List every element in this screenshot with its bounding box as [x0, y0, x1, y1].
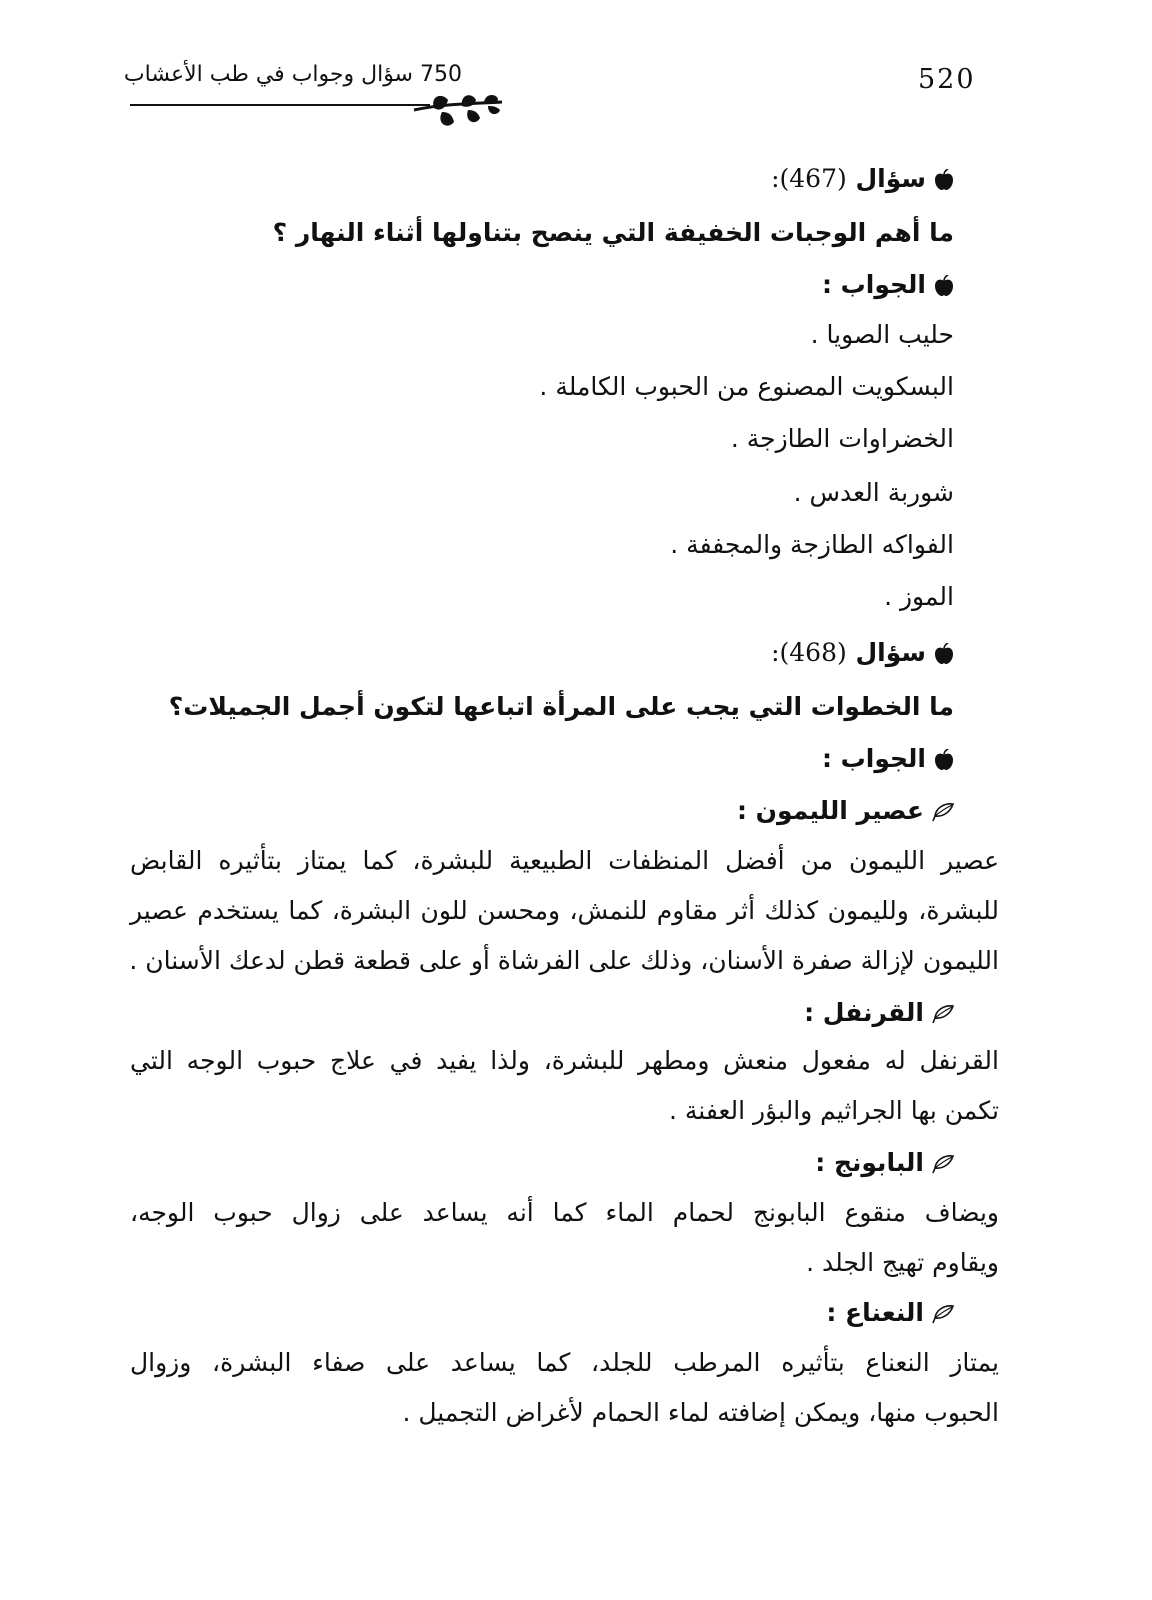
question-label: سؤال — [855, 164, 926, 193]
paragraph-line: للبشرة، ولليمون كذلك أثر مقاوم للنمش، ومحسن للون البشرة، كما يستخدم عصير — [130, 896, 999, 925]
paragraph-line: القرنفل له مفعول منعش ومطهر للبشرة، ولذا يفيد في علاج حبوب الوجه التي — [130, 1046, 999, 1075]
answer-label: الجواب : — [821, 744, 926, 773]
question-number: (468) — [779, 638, 847, 667]
paragraph-line: الحبوب منها، ويمكن إضافته لماء الحمام لأغراض التجميل . — [402, 1398, 999, 1427]
question-colon: : — [771, 164, 780, 193]
section-title: عصير الليمون : — [736, 796, 924, 825]
list-item: حليب الصويا . — [810, 320, 954, 349]
question-heading-467 — [771, 162, 954, 196]
list-item: الفواكه الطازجة والمجففة . — [670, 530, 954, 559]
answer-heading-468 — [822, 742, 954, 776]
page-number: 520 — [918, 64, 976, 95]
question-text-467: ما أهم الوجبات الخفيفة التي ينصح بتناولها أثناء النهار ؟ — [272, 218, 954, 247]
section-heading-mint — [826, 1296, 954, 1330]
list-item: الخضراوات الطازجة . — [730, 424, 954, 453]
paragraph-line: تكمن بها الجراثيم والبؤر العفنة . — [669, 1096, 999, 1125]
apple-icon — [934, 749, 954, 771]
question-colon: : — [771, 638, 780, 667]
section-heading-chamomile — [815, 1146, 954, 1180]
list-item: البسكويت المصنوع من الحبوب الكاملة . — [539, 372, 954, 401]
section-title: البابونج : — [815, 1148, 924, 1177]
leaf-bullet-icon — [932, 1304, 954, 1324]
list-item: شوربة العدس . — [793, 478, 954, 507]
leaf-bullet-icon — [932, 802, 954, 822]
paragraph-line: عصير الليمون من أفضل المنظفات الطبيعية للبشرة، كما يمتاز بتأثيره القابض — [130, 846, 999, 875]
leaf-bullet-icon — [932, 1154, 954, 1174]
answer-heading-467 — [822, 268, 954, 302]
leaf-ornament-icon — [412, 90, 504, 132]
leaf-bullet-icon — [932, 1004, 954, 1024]
paragraph-line: يمتاز النعناع بتأثيره المرطب للجلد، كما يساعد على صفاء البشرة، وزوال — [130, 1348, 999, 1377]
apple-icon — [934, 169, 954, 191]
section-title: النعناع : — [826, 1298, 924, 1327]
section-title: القرنفل : — [804, 998, 924, 1027]
answer-label: الجواب : — [821, 270, 926, 299]
running-title: 750 سؤال وجواب في طب الأعشاب — [123, 62, 462, 87]
apple-icon — [934, 643, 954, 665]
apple-icon — [934, 275, 954, 297]
question-number: (467) — [779, 164, 847, 193]
header-rule — [130, 104, 430, 106]
paragraph-line: الليمون لإزالة صفرة الأسنان، وذلك على الفرشاة أو على قطعة قطن لدعك الأسنان . — [129, 946, 999, 975]
paragraph-line: ويقاوم تهيج الجلد . — [806, 1248, 999, 1277]
list-item: الموز . — [884, 582, 954, 611]
paragraph-line: ويضاف منقوع البابونج لحمام الماء كما أنه يساعد على زوال حبوب الوجه، — [130, 1198, 999, 1227]
question-label: سؤال — [855, 638, 926, 667]
section-heading-clove — [804, 996, 954, 1030]
question-heading-468 — [771, 636, 954, 670]
question-text-468: ما الخطوات التي يجب على المرأة اتباعها لتكون أجمل الجميلات؟ — [168, 692, 954, 721]
section-heading-lemon — [737, 794, 954, 828]
